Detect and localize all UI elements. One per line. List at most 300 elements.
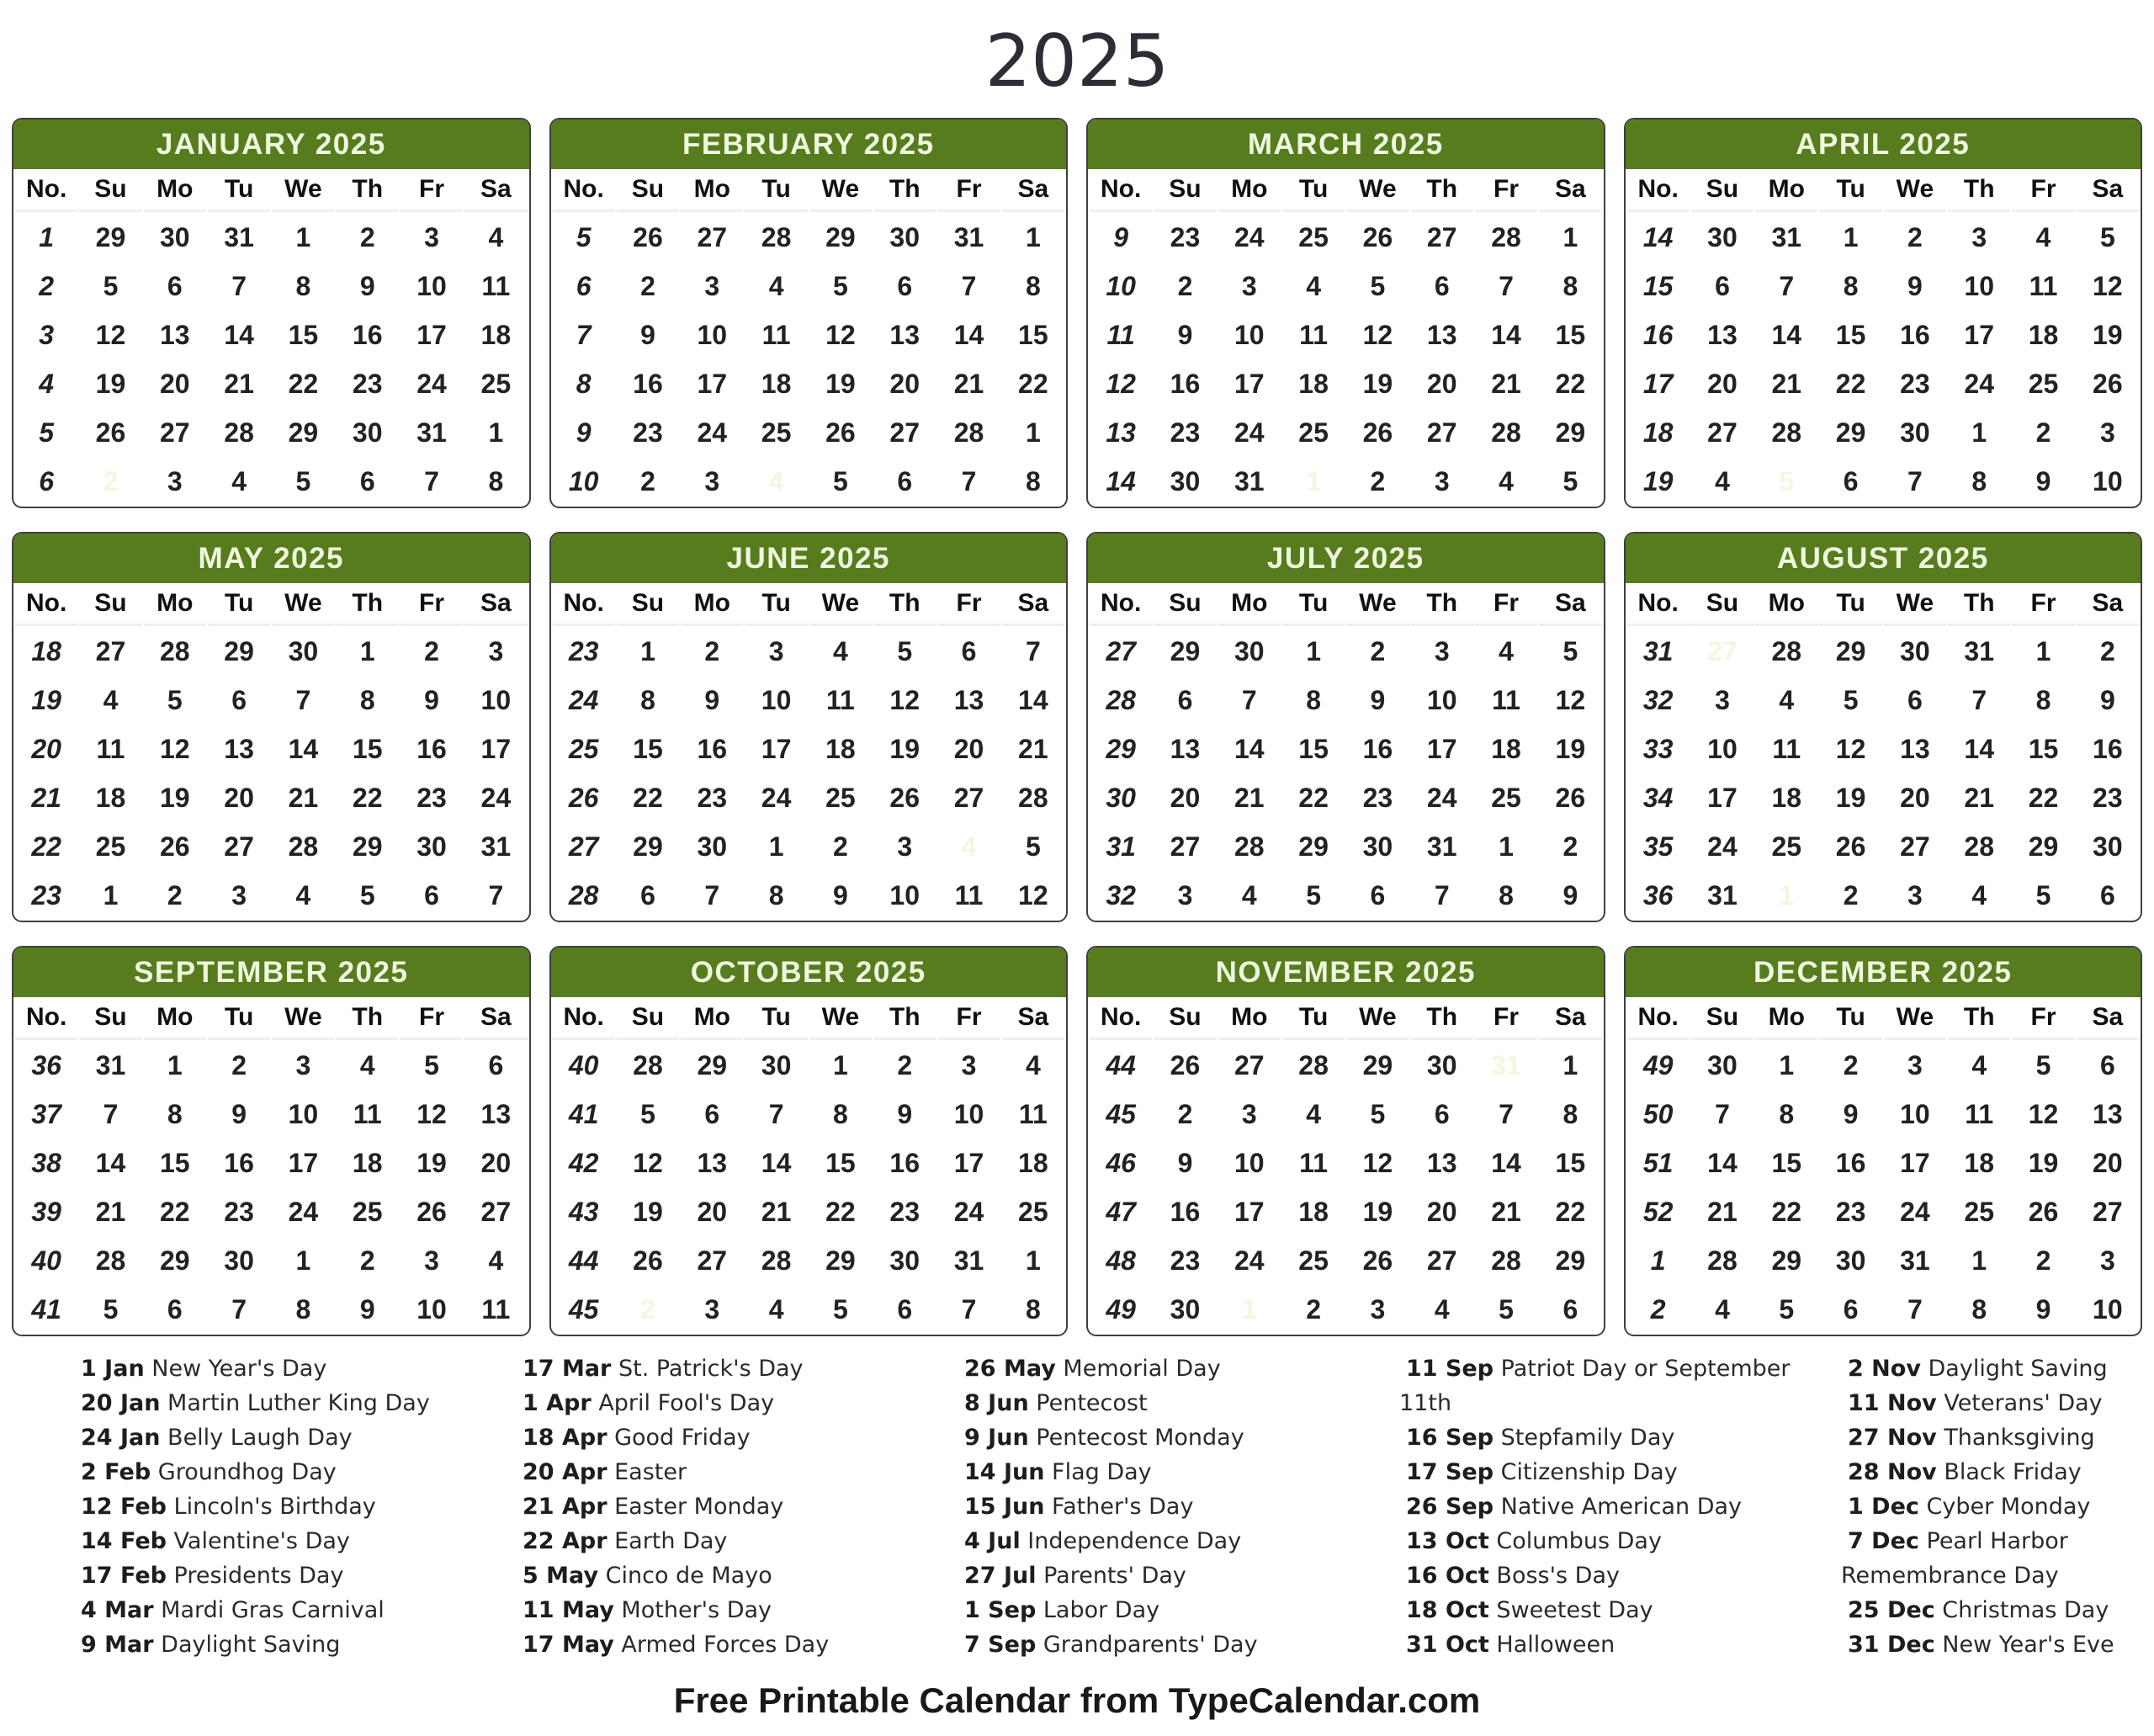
day-cell: 19 (1819, 774, 1881, 821)
day-header-th: Th (873, 171, 936, 212)
day-cell: 17 (745, 725, 807, 772)
holiday-date: 9 Jun (964, 1425, 1029, 1451)
day-cell: 10 (1948, 263, 2010, 310)
week-number: 14 (1090, 458, 1152, 505)
day-cell: 2 (1346, 628, 1409, 675)
day-cell: 19 (1346, 1188, 1409, 1235)
day-header-th: Th (1411, 585, 1473, 626)
day-header-tu: Tu (1282, 585, 1345, 626)
day-cell-holiday: 1 (1218, 1286, 1281, 1333)
day-cell: 31 (208, 214, 270, 261)
day-header-sa: Sa (1539, 585, 1601, 626)
day-cell: 21 (937, 360, 1000, 407)
week-row (1090, 1042, 1602, 1089)
day-cell: 12 (617, 1139, 679, 1187)
month-grid (1088, 583, 1604, 921)
holiday-date: 11 May (523, 1597, 614, 1623)
day-header-we: We (1884, 999, 1946, 1040)
day-cell: 24 (1948, 360, 2010, 407)
holiday-date: 7 Dec (1848, 1528, 1919, 1554)
day-cell: 23 (337, 360, 399, 407)
day-cell: 29 (809, 214, 872, 261)
holiday-entry (74, 1489, 470, 1524)
day-cell: 14 (1691, 1139, 1753, 1187)
week-number: 8 (553, 360, 615, 407)
holiday-entry (74, 1558, 470, 1593)
holiday-entry (958, 1386, 1353, 1420)
week-row (1090, 677, 1602, 724)
week-number: 14 (1627, 214, 1690, 261)
month-grid (1626, 997, 2141, 1335)
day-cell: 29 (1819, 628, 1881, 675)
day-header-tu: Tu (745, 999, 807, 1040)
week-row (15, 1188, 528, 1235)
holiday-date: 17 May (523, 1632, 614, 1658)
day-cell: 29 (617, 823, 679, 870)
month-grid-body (1090, 628, 1602, 919)
day-cell: 10 (745, 677, 807, 724)
day-cell: 3 (401, 1237, 463, 1284)
day-cell: 20 (1884, 774, 1946, 821)
day-header-tu: Tu (208, 171, 270, 212)
day-cell: 1 (809, 1042, 872, 1089)
day-cell: 28 (144, 628, 206, 675)
holiday-entry (74, 1593, 470, 1627)
day-cell: 29 (1154, 628, 1216, 675)
day-cell: 12 (873, 677, 936, 724)
day-cell-holiday: 27 (1691, 628, 1753, 675)
day-cell: 24 (1218, 1237, 1281, 1284)
week-number: 4 (15, 360, 77, 407)
day-cell: 26 (1346, 409, 1409, 456)
day-cell: 20 (873, 360, 936, 407)
week-row (1090, 409, 1602, 456)
day-cell: 1 (1002, 214, 1064, 261)
day-cell: 11 (464, 1286, 527, 1333)
week-number: 9 (1090, 214, 1152, 261)
day-cell: 3 (208, 872, 270, 919)
day-cell: 2 (809, 823, 872, 870)
day-cell-holiday: 4 (937, 823, 1000, 870)
day-cell: 3 (681, 458, 743, 505)
day-cell: 19 (79, 360, 141, 407)
day-cell-holiday: 7 (79, 1091, 141, 1138)
day-cell-holiday: 7 (1691, 1091, 1753, 1138)
day-cell: 2 (1282, 1286, 1345, 1333)
day-cell: 6 (1819, 458, 1881, 505)
day-header-fr: Fr (2012, 585, 2074, 626)
holiday-name: Citizenship Day (1493, 1459, 1678, 1485)
month-title: JULY 2025 (1088, 534, 1604, 583)
day-cell: 2 (617, 458, 679, 505)
month-card-december-2025 (1624, 946, 2143, 1336)
day-cell: 18 (464, 311, 527, 358)
day-cell: 8 (1948, 458, 2010, 505)
month-card-january-2025 (12, 118, 531, 508)
day-cell: 21 (1475, 1188, 1537, 1235)
day-cell: 22 (1539, 360, 1601, 407)
day-cell: 27 (681, 214, 743, 261)
day-cell: 2 (1346, 458, 1409, 505)
week-number: 35 (1627, 823, 1690, 870)
day-cell: 26 (1819, 823, 1881, 870)
day-cell: 16 (1346, 725, 1409, 772)
month-grid (1626, 583, 2141, 921)
day-cell: 2 (401, 628, 463, 675)
day-cell: 10 (873, 872, 936, 919)
day-header-mo: Mo (681, 585, 743, 626)
month-card-august-2025 (1624, 532, 2143, 922)
day-cell: 23 (873, 1188, 936, 1235)
holiday-name: Memorial Day (1055, 1356, 1221, 1382)
day-cell: 7 (681, 872, 743, 919)
day-cell: 4 (337, 1042, 399, 1089)
holiday-date: 2 Nov (1848, 1356, 1921, 1382)
day-header-th: Th (873, 585, 936, 626)
day-header-row (1090, 171, 1602, 212)
day-cell: 14 (79, 1139, 141, 1187)
day-cell: 14 (1475, 311, 1537, 358)
month-grid-header (553, 585, 1065, 626)
day-header-we: We (809, 171, 872, 212)
day-header-fr: Fr (937, 171, 1000, 212)
day-cell: 19 (144, 774, 206, 821)
day-cell: 19 (617, 1188, 679, 1235)
day-cell: 5 (809, 263, 872, 310)
week-number: 45 (553, 1286, 615, 1333)
holiday-name: Labor Day (1036, 1597, 1160, 1623)
day-cell: 1 (745, 823, 807, 870)
day-cell: 19 (809, 360, 872, 407)
holiday-date: 16 Oct (1406, 1563, 1489, 1589)
day-cell-holiday: 21 (1755, 360, 1817, 407)
week-row (553, 311, 1065, 358)
day-header-su: Su (1691, 585, 1753, 626)
day-cell: 17 (1218, 1188, 1281, 1235)
day-cell: 4 (1411, 1286, 1473, 1333)
day-cell: 17 (1948, 311, 2010, 358)
week-row (15, 823, 528, 870)
holiday-entry (958, 1593, 1353, 1627)
month-grid-body (553, 628, 1065, 919)
month-card-february-2025 (549, 118, 1069, 508)
day-cell: 22 (2012, 774, 2074, 821)
day-cell: 28 (1475, 409, 1537, 456)
holiday-date: 25 Dec (1848, 1597, 1935, 1623)
week-number: 52 (1627, 1188, 1690, 1235)
day-cell: 7 (208, 1286, 270, 1333)
day-cell-holiday: 1 (1755, 1042, 1817, 1089)
day-cell: 3 (2077, 1237, 2139, 1284)
month-grid (13, 583, 529, 921)
day-header-fr: Fr (2012, 171, 2074, 212)
day-cell: 29 (1539, 409, 1601, 456)
day-cell: 5 (1346, 1091, 1409, 1138)
week-row (15, 872, 528, 919)
day-header-th: Th (1948, 171, 2010, 212)
day-cell: 29 (1346, 1042, 1409, 1089)
day-cell: 6 (873, 458, 936, 505)
day-cell: 6 (937, 628, 1000, 675)
day-cell: 7 (272, 677, 334, 724)
week-row (15, 725, 528, 772)
day-cell-holiday: 20 (144, 360, 206, 407)
day-cell: 15 (272, 311, 334, 358)
day-cell-holiday: 22 (1819, 360, 1881, 407)
day-cell: 28 (1948, 823, 2010, 870)
day-header-mo: Mo (681, 999, 743, 1040)
week-number: 32 (1090, 872, 1152, 919)
day-cell: 29 (79, 214, 141, 261)
week-row (1090, 311, 1602, 358)
day-cell: 2 (208, 1042, 270, 1089)
holiday-entry (958, 1627, 1353, 1662)
day-cell: 9 (1539, 872, 1601, 919)
holiday-entry (958, 1420, 1353, 1455)
week-row (15, 1042, 528, 1089)
week-number: 27 (553, 823, 615, 870)
day-header-tu: Tu (208, 999, 270, 1040)
day-header-sa: Sa (1002, 999, 1064, 1040)
day-cell: 28 (1755, 628, 1817, 675)
day-cell: 8 (1282, 677, 1345, 724)
day-header-mo: Mo (1218, 171, 1281, 212)
month-title: OCTOBER 2025 (551, 948, 1067, 997)
day-cell: 5 (79, 1286, 141, 1333)
week-row (15, 1091, 528, 1138)
day-cell: 8 (1539, 263, 1601, 310)
day-header-no: No. (15, 585, 77, 626)
day-cell: 30 (1411, 1042, 1473, 1089)
week-number: 48 (1090, 1237, 1152, 1284)
day-cell: 10 (2077, 458, 2139, 505)
day-cell: 7 (1884, 458, 1946, 505)
week-row (1627, 1237, 2140, 1284)
day-cell: 19 (1539, 725, 1601, 772)
day-cell: 9 (1346, 677, 1409, 724)
month-grid-body (15, 214, 528, 505)
day-cell: 10 (272, 1091, 334, 1138)
day-cell: 12 (1346, 1139, 1409, 1187)
holiday-entry (1399, 1593, 1795, 1627)
day-cell: 14 (1475, 1139, 1537, 1187)
holiday-name: Stepfamily Day (1493, 1425, 1675, 1451)
week-number: 25 (553, 725, 615, 772)
day-cell: 26 (617, 1237, 679, 1284)
day-cell: 9 (401, 677, 463, 724)
week-row (553, 458, 1065, 505)
day-cell: 8 (745, 872, 807, 919)
day-cell: 7 (1475, 1091, 1537, 1138)
week-row (15, 677, 528, 724)
week-row (15, 1237, 528, 1284)
day-cell: 11 (1948, 1091, 2010, 1138)
day-cell: 25 (745, 409, 807, 456)
day-cell: 24 (745, 774, 807, 821)
day-cell: 18 (1282, 360, 1345, 407)
day-cell: 22 (1282, 774, 1345, 821)
day-cell: 5 (337, 872, 399, 919)
day-cell: 4 (1002, 1042, 1064, 1089)
week-number: 23 (553, 628, 615, 675)
month-title: JANUARY 2025 (13, 119, 529, 169)
day-cell: 19 (2012, 1139, 2074, 1187)
week-number: 31 (1627, 628, 1690, 675)
day-cell: 2 (1154, 263, 1216, 310)
week-row (1090, 1237, 1602, 1284)
holiday-date: 20 Jan (81, 1390, 161, 1416)
day-cell: 23 (1154, 409, 1216, 456)
day-header-row (1627, 585, 2140, 626)
day-cell: 27 (937, 774, 1000, 821)
day-cell: 30 (1154, 458, 1216, 505)
day-cell: 6 (144, 1286, 206, 1333)
week-row (1627, 725, 2140, 772)
day-header-row (553, 171, 1065, 212)
day-cell: 4 (1691, 458, 1753, 505)
day-header-no: No. (1090, 999, 1152, 1040)
day-header-sa: Sa (1539, 171, 1601, 212)
week-row (15, 263, 528, 310)
day-cell: 15 (1002, 311, 1064, 358)
day-header-fr: Fr (1475, 999, 1537, 1040)
day-cell: 25 (2012, 360, 2074, 407)
holiday-column-1 (74, 1351, 516, 1662)
holiday-date: 5 May (523, 1563, 599, 1589)
month-title: DECEMBER 2025 (1626, 948, 2141, 997)
day-cell-holiday: 1 (272, 214, 334, 261)
holiday-name: Pentecost (1028, 1390, 1148, 1416)
day-cell: 26 (873, 774, 936, 821)
week-row (553, 725, 1065, 772)
day-cell: 2 (1539, 823, 1601, 870)
day-cell: 24 (937, 1188, 1000, 1235)
week-row (15, 1139, 528, 1187)
day-cell: 23 (208, 1188, 270, 1235)
day-cell: 7 (937, 458, 1000, 505)
day-cell: 3 (464, 628, 527, 675)
day-cell: 13 (873, 311, 936, 358)
day-cell: 4 (1691, 1286, 1753, 1333)
day-header-we: We (1884, 585, 1946, 626)
week-row (553, 1188, 1065, 1235)
week-row (1090, 1286, 1602, 1333)
day-cell: 26 (79, 409, 141, 456)
month-title: MAY 2025 (13, 534, 529, 583)
day-cell: 17 (1411, 725, 1473, 772)
day-cell: 3 (1218, 1091, 1281, 1138)
holiday-entry (1841, 1351, 2154, 1386)
week-number: 45 (1090, 1091, 1152, 1138)
day-cell: 12 (1002, 872, 1064, 919)
month-grid-header (1627, 171, 2140, 212)
day-header-tu: Tu (208, 585, 270, 626)
day-cell: 29 (681, 1042, 743, 1089)
day-cell: 4 (272, 872, 334, 919)
day-cell: 5 (79, 263, 141, 310)
holiday-name: Patriot Day or September 11th (1399, 1356, 1791, 1416)
day-cell-holiday: 5 (144, 677, 206, 724)
day-cell-holiday: 27 (1411, 1237, 1473, 1284)
day-header-row (15, 171, 528, 212)
day-cell: 6 (2077, 1042, 2139, 1089)
day-cell: 15 (144, 1139, 206, 1187)
day-cell: 16 (681, 725, 743, 772)
day-cell: 22 (337, 774, 399, 821)
week-number: 6 (15, 458, 77, 505)
month-card-november-2025 (1086, 946, 1605, 1336)
day-header-su: Su (617, 585, 679, 626)
day-cell: 5 (1539, 628, 1601, 675)
day-header-row (553, 999, 1065, 1040)
day-cell: 30 (1884, 409, 1946, 456)
week-row (1090, 725, 1602, 772)
day-cell: 3 (144, 458, 206, 505)
holiday-date: 11 Sep (1406, 1356, 1494, 1382)
day-header-no: No. (1627, 999, 1690, 1040)
day-cell: 29 (2012, 823, 2074, 870)
month-grid-body (1627, 1042, 2140, 1333)
day-cell: 28 (208, 409, 270, 456)
day-cell-holiday: 17 (464, 725, 527, 772)
holiday-date: 1 Jan (81, 1356, 145, 1382)
day-header-no: No. (15, 999, 77, 1040)
day-header-no: No. (553, 999, 615, 1040)
holiday-entry (74, 1386, 470, 1420)
day-header-row (1090, 999, 1602, 1040)
day-cell: 5 (1755, 1286, 1817, 1333)
day-cell: 4 (464, 1237, 527, 1284)
day-cell: 28 (1282, 1042, 1345, 1089)
day-cell: 24 (464, 774, 527, 821)
holiday-date: 20 Apr (523, 1459, 607, 1485)
day-cell: 11 (745, 311, 807, 358)
day-cell: 20 (1411, 360, 1473, 407)
day-cell: 10 (1218, 1139, 1281, 1187)
week-number: 37 (15, 1091, 77, 1138)
day-cell: 13 (2077, 1091, 2139, 1138)
day-cell: 26 (1346, 214, 1409, 261)
day-cell: 6 (464, 1042, 527, 1089)
day-cell: 28 (745, 1237, 807, 1284)
day-cell-holiday: 2 (617, 263, 679, 310)
day-cell: 6 (1346, 872, 1409, 919)
holiday-date: 2 Feb (81, 1459, 151, 1485)
day-cell: 13 (1154, 725, 1216, 772)
week-number: 28 (1090, 677, 1152, 724)
day-cell: 8 (2012, 677, 2074, 724)
day-header-we: We (272, 585, 334, 626)
day-header-th: Th (873, 999, 936, 1040)
day-cell: 6 (1819, 1286, 1881, 1333)
day-cell: 4 (1948, 872, 2010, 919)
day-header-fr: Fr (937, 999, 1000, 1040)
holiday-date: 14 Feb (81, 1528, 167, 1554)
day-cell: 8 (272, 1286, 334, 1333)
day-cell: 8 (1755, 1091, 1817, 1138)
holiday-date: 22 Apr (523, 1528, 607, 1554)
day-cell: 7 (1475, 263, 1537, 310)
day-cell: 12 (1539, 677, 1601, 724)
week-number: 23 (15, 872, 77, 919)
month-grid (551, 169, 1067, 507)
day-header-su: Su (1154, 171, 1216, 212)
day-cell: 4 (1475, 458, 1537, 505)
week-row (1627, 409, 2140, 456)
day-cell: 29 (337, 823, 399, 870)
day-cell: 16 (617, 360, 679, 407)
day-cell: 9 (2012, 1286, 2074, 1333)
